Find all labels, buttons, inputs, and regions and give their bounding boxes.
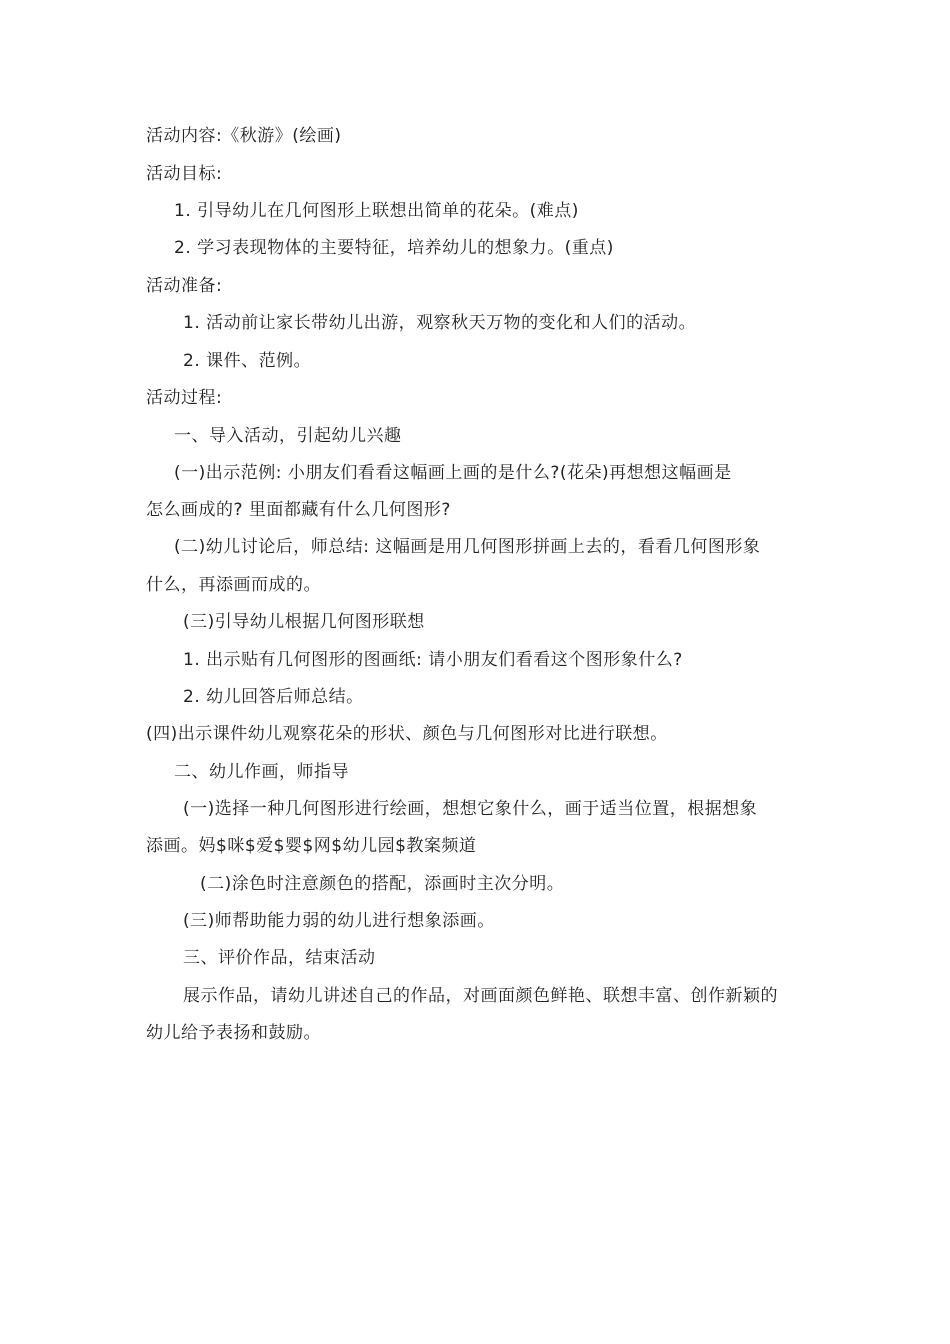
process-subsection-line: (三)师帮助能力弱的幼儿进行想象添画。 xyxy=(183,911,495,931)
activity-content-line: 活动内容:《秋游》(绘画) xyxy=(146,126,342,146)
activity-process-heading: 活动过程: xyxy=(146,388,223,408)
preparation-item-1: 1. 活动前让家长带幼儿出游，观察秋天万物的变化和人们的活动。 xyxy=(183,313,697,333)
process-paragraph-line: 展示作品，请幼儿讲述自己的作品，对画面颜色鲜艳、联想丰富、创作新颖的 xyxy=(183,986,778,1006)
process-section-3-heading: 三、评价作品，结束活动 xyxy=(183,948,376,968)
process-paragraph-line: (一)出示范例: 小朋友们看看这幅画上画的是什么?(花朵)再想想这幅画是 xyxy=(174,463,732,483)
preparation-item-2: 2. 课件、范例。 xyxy=(183,351,312,371)
process-paragraph-line: 幼儿给予表扬和鼓励。 xyxy=(146,1023,321,1043)
process-subsection-heading: (三)引导幼儿根据几何图形联想 xyxy=(183,612,425,632)
activity-goals-heading: 活动目标: xyxy=(146,164,223,184)
goal-item-1: 1. 引导幼儿在几何图形上联想出简单的花朵。(难点) xyxy=(174,201,579,221)
process-list-item: 2. 幼儿回答后师总结。 xyxy=(183,687,364,707)
process-section-2-heading: 二、幼儿作画，师指导 xyxy=(174,762,349,782)
process-paragraph-line: (一)选择一种几何图形进行绘画，想想它象什么，画于适当位置，根据想象 xyxy=(183,799,758,819)
goal-item-2: 2. 学习表现物体的主要特征，培养幼儿的想象力。(重点) xyxy=(174,238,614,258)
process-list-item: 1. 出示贴有几何图形的图画纸: 请小朋友们看看这个图形象什么? xyxy=(183,650,683,670)
process-paragraph-line: 怎么画成的? 里面都藏有什么几何图形? xyxy=(146,500,451,520)
process-paragraph-line: 添画。妈$咪$爱$婴$网$幼儿园$教案频道 xyxy=(146,836,477,856)
process-section-1-heading: 一、导入活动，引起幼儿兴趣 xyxy=(174,426,402,446)
process-paragraph-line: 什么，再添画而成的。 xyxy=(146,575,321,595)
activity-preparation-heading: 活动准备: xyxy=(146,276,223,296)
process-subsection-line: (四)出示课件幼儿观察花朵的形状、颜色与几何图形对比进行联想。 xyxy=(146,724,668,744)
process-subsection-line: (二)涂色时注意颜色的搭配，添画时主次分明。 xyxy=(200,874,565,894)
process-paragraph-line: (二)幼儿讨论后，师总结: 这幅画是用几何图形拼画上去的，看看几何图形象 xyxy=(174,537,761,557)
